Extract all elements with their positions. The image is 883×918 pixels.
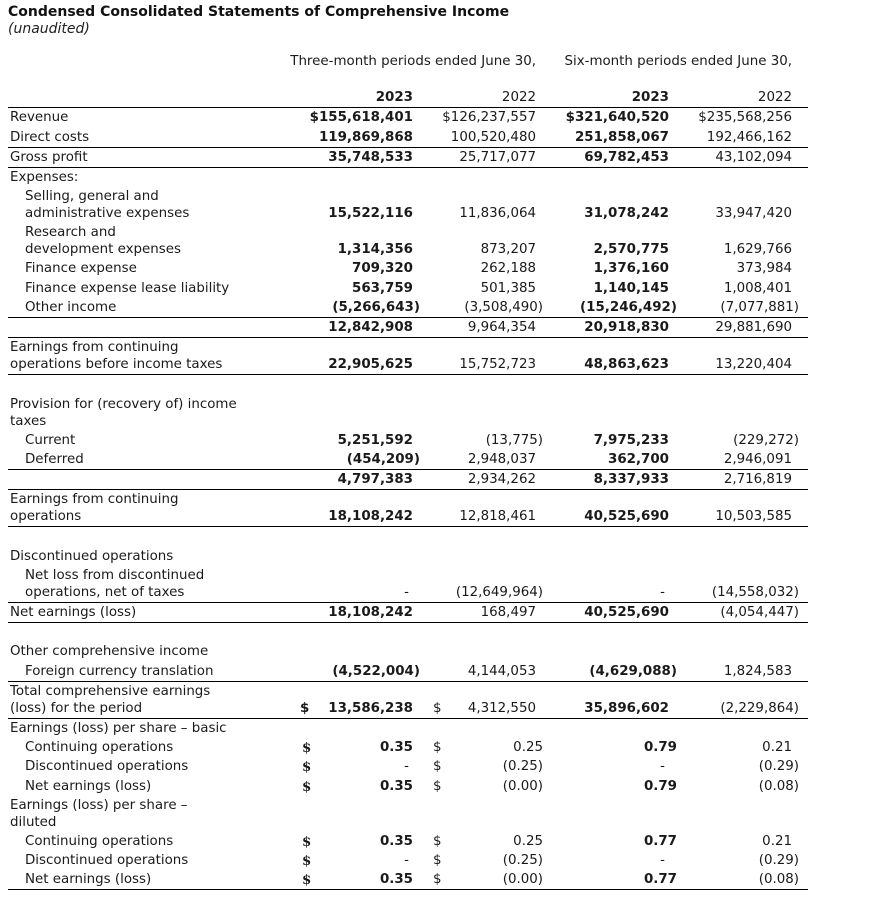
value-3m-2022: 168,497 [480, 605, 536, 620]
divider [8, 107, 808, 108]
value-3m-2023: 18,108,242 [328, 605, 413, 620]
value-6m-2022: (14,558,032) [711, 585, 799, 600]
value-3m-2022: 100,520,480 [450, 130, 536, 145]
header-year-6m-2023: 2023 [631, 90, 669, 105]
value-6m-2022: (0.08) [758, 779, 799, 794]
row-label: Gross profit [10, 150, 88, 165]
value-6m-2023: 0.79 [643, 740, 677, 755]
value-6m-2023: - [660, 585, 665, 600]
row-label: Finance expense lease liability [25, 281, 230, 296]
value-3m-2023: 119,869,868 [318, 130, 413, 145]
value-6m-2023: 8,337,933 [593, 472, 669, 487]
value-6m-2023: $321,640,520 [565, 110, 669, 125]
value-6m-2023: 251,858,067 [574, 130, 669, 145]
value-6m-2022: (0.29) [758, 853, 799, 868]
section-heading: Discontinued operations [10, 549, 174, 564]
currency-symbol: $ [302, 834, 312, 850]
row-label-line1: Provision for (recovery of) income [10, 397, 237, 412]
value-6m-2023: 40,525,690 [584, 509, 669, 524]
divider [8, 622, 808, 623]
row-label-line2: (loss) for the period [10, 701, 143, 716]
value-3m-2022: 873,207 [480, 242, 536, 257]
value-6m-2023: 20,918,830 [584, 320, 669, 335]
value-3m-2023: 563,759 [352, 281, 413, 296]
value-3m-2023: 18,108,242 [328, 509, 413, 524]
value-3m-2022: (0.00) [502, 872, 543, 887]
currency-symbol: $ [433, 872, 442, 887]
row-label: Deferred [25, 452, 84, 467]
row-label: Foreign currency translation [25, 664, 214, 679]
row-label-line2: operations before income taxes [10, 357, 223, 372]
divider [8, 317, 808, 318]
row-label: Other income [25, 300, 117, 315]
divider [8, 602, 808, 603]
value-3m-2022: 25,717,077 [459, 150, 536, 165]
value-3m-2023: 35,748,533 [328, 150, 413, 165]
row-label: Continuing operations [25, 834, 174, 849]
row-label-line1: Earnings from continuing [10, 340, 179, 355]
value-3m-2023: 15,522,116 [328, 206, 413, 221]
currency-symbol: $ [302, 853, 312, 869]
value-3m-2023: - [404, 585, 409, 600]
header-year-6m-2022: 2022 [757, 90, 792, 105]
value-3m-2023: (4,522,004) [332, 664, 420, 679]
value-6m-2023: 40,525,690 [584, 605, 669, 620]
divider [8, 889, 808, 890]
value-6m-2023: 48,863,623 [584, 357, 669, 372]
value-3m-2022: 2,948,037 [467, 452, 536, 467]
value-3m-2022: 11,836,064 [459, 206, 536, 221]
row-label-line1: Earnings from continuing [10, 492, 179, 507]
value-3m-2023: 0.35 [379, 779, 413, 794]
row-label-line2: operations [10, 509, 82, 524]
value-3m-2023: 5,251,592 [337, 433, 413, 448]
value-3m-2022: 0.25 [513, 740, 543, 755]
value-6m-2023: 0.77 [643, 872, 677, 887]
row-label-line2: development expenses [25, 242, 181, 257]
divider [8, 718, 808, 719]
value-6m-2023: - [660, 759, 665, 774]
value-3m-2022: 4,312,550 [467, 701, 536, 716]
value-6m-2022: 43,102,094 [715, 150, 792, 165]
value-3m-2022: 15,752,723 [459, 357, 536, 372]
value-3m-2022: (0.00) [502, 779, 543, 794]
divider [8, 489, 808, 490]
value-6m-2022: 13,220,404 [715, 357, 792, 372]
value-6m-2023: 69,782,453 [584, 150, 669, 165]
statement-title: Condensed Consolidated Statements of Comprehensive Income [8, 4, 510, 20]
value-6m-2023: 31,078,242 [584, 206, 669, 221]
value-3m-2023: 0.35 [379, 834, 413, 849]
header-year-3m-2022: 2022 [501, 90, 536, 105]
value-6m-2022: (0.29) [758, 759, 799, 774]
value-3m-2023: 4,797,383 [337, 472, 413, 487]
divider [8, 469, 808, 470]
value-6m-2022: 1,629,766 [723, 242, 792, 257]
row-label-line2: administrative expenses [25, 206, 190, 221]
value-3m-2022: (3,508,490) [464, 300, 543, 315]
value-6m-2023: 35,896,602 [584, 701, 669, 716]
divider [8, 337, 808, 338]
value-6m-2022: 0.21 [762, 834, 792, 849]
value-3m-2023: $155,618,401 [309, 110, 413, 125]
divider [8, 167, 808, 168]
row-label-line1: Total comprehensive earnings [10, 684, 211, 699]
value-3m-2022: $126,237,557 [442, 110, 536, 125]
row-label-line2: operations, net of taxes [25, 585, 185, 600]
value-3m-2022: 501,385 [480, 281, 536, 296]
currency-symbol: $ [433, 740, 442, 755]
section-heading: Other comprehensive income [10, 644, 209, 659]
value-3m-2022: 9,964,354 [467, 320, 536, 335]
value-6m-2022: 0.21 [762, 740, 792, 755]
value-6m-2022: $235,568,256 [698, 110, 792, 125]
value-3m-2023: (454,209) [346, 452, 420, 467]
value-3m-2023: 0.35 [379, 740, 413, 755]
row-label-line1: Selling, general and [25, 189, 159, 204]
value-3m-2022: (0.25) [502, 759, 543, 774]
header-year-3m-2023: 2023 [375, 90, 413, 105]
currency-symbol: $ [433, 853, 442, 868]
currency-symbol: $ [433, 759, 442, 774]
value-6m-2022: (2,229,864) [720, 701, 799, 716]
value-3m-2023: - [404, 759, 409, 774]
row-label-line1: Earnings (loss) per share – [10, 798, 188, 813]
value-3m-2023: 13,586,238 [328, 701, 413, 716]
section-heading: Expenses: [10, 170, 79, 185]
divider [8, 526, 808, 527]
value-3m-2022: (0.25) [502, 853, 543, 868]
value-3m-2023: 709,320 [352, 261, 413, 276]
value-6m-2023: 0.79 [643, 779, 677, 794]
section-heading: Earnings (loss) per share – basic [10, 721, 227, 736]
statement-subtitle: (unaudited) [8, 21, 90, 37]
row-label: Finance expense [25, 261, 137, 276]
header-three-month: Three-month periods ended June 30, [290, 54, 536, 69]
row-label: Net earnings (loss) [10, 605, 137, 620]
value-3m-2022: (12,649,964) [455, 585, 543, 600]
currency-symbol-3m-2022: $ [433, 701, 442, 716]
value-6m-2023: 1,376,160 [593, 261, 669, 276]
value-6m-2022: 2,716,819 [723, 472, 792, 487]
value-3m-2023: (5,266,643) [332, 300, 420, 315]
value-6m-2023: 7,975,233 [593, 433, 669, 448]
value-3m-2022: (13,775) [485, 433, 543, 448]
value-3m-2023: 1,314,356 [337, 242, 413, 257]
value-6m-2022: 10,503,585 [715, 509, 792, 524]
row-label: Net earnings (loss) [25, 872, 152, 887]
value-6m-2023: (4,629,088) [589, 664, 677, 679]
value-3m-2023: 0.35 [379, 872, 413, 887]
value-6m-2023: - [660, 853, 665, 868]
value-6m-2022: 2,946,091 [723, 452, 792, 467]
row-label-line2: diluted [10, 815, 57, 830]
value-6m-2022: 1,008,401 [723, 281, 792, 296]
value-6m-2022: 29,881,690 [715, 320, 792, 335]
value-6m-2023: 362,700 [608, 452, 669, 467]
value-6m-2022: 192,466,162 [706, 130, 792, 145]
value-3m-2022: 4,144,053 [467, 664, 536, 679]
value-6m-2022: 1,824,583 [723, 664, 792, 679]
value-6m-2022: (0.08) [758, 872, 799, 887]
value-3m-2022: 0.25 [513, 834, 543, 849]
value-6m-2023: 2,570,775 [593, 242, 669, 257]
value-3m-2023: 22,905,625 [328, 357, 413, 372]
header-six-month: Six-month periods ended June 30, [564, 54, 792, 69]
row-label: Discontinued operations [25, 853, 189, 868]
value-3m-2023: - [404, 853, 409, 868]
row-label: Discontinued operations [25, 759, 189, 774]
row-label: Current [25, 433, 76, 448]
value-6m-2022: (4,054,447) [720, 605, 799, 620]
row-label-line1: Research and [25, 225, 116, 240]
value-6m-2022: 33,947,420 [715, 206, 792, 221]
value-6m-2023: 1,140,145 [593, 281, 669, 296]
currency-symbol: $ [433, 779, 442, 794]
value-6m-2023: 0.77 [643, 834, 677, 849]
divider [8, 374, 808, 375]
currency-symbol: $ [302, 759, 312, 775]
value-3m-2022: 12,818,461 [459, 509, 536, 524]
divider [8, 147, 808, 148]
row-label: Direct costs [10, 130, 90, 145]
value-6m-2022: (229,272) [733, 433, 799, 448]
value-6m-2023: (15,246,492) [580, 300, 677, 315]
value-3m-2022: 2,934,262 [467, 472, 536, 487]
row-label: Revenue [10, 110, 69, 125]
divider [8, 681, 808, 682]
value-3m-2022: 262,188 [480, 261, 536, 276]
value-6m-2022: (7,077,881) [720, 300, 799, 315]
currency-symbol: $ [302, 872, 312, 888]
row-label: Continuing operations [25, 740, 174, 755]
row-label-line2: taxes [10, 414, 47, 429]
row-label: Net earnings (loss) [25, 779, 152, 794]
row-label-line1: Net loss from discontinued [25, 568, 205, 583]
value-6m-2022: 373,984 [736, 261, 792, 276]
currency-symbol: $ [302, 740, 312, 756]
currency-symbol: $ [433, 834, 442, 849]
currency-symbol: $ [302, 779, 312, 795]
currency-symbol-3m-2023: $ [300, 701, 310, 716]
value-3m-2023: 12,842,908 [328, 320, 413, 335]
